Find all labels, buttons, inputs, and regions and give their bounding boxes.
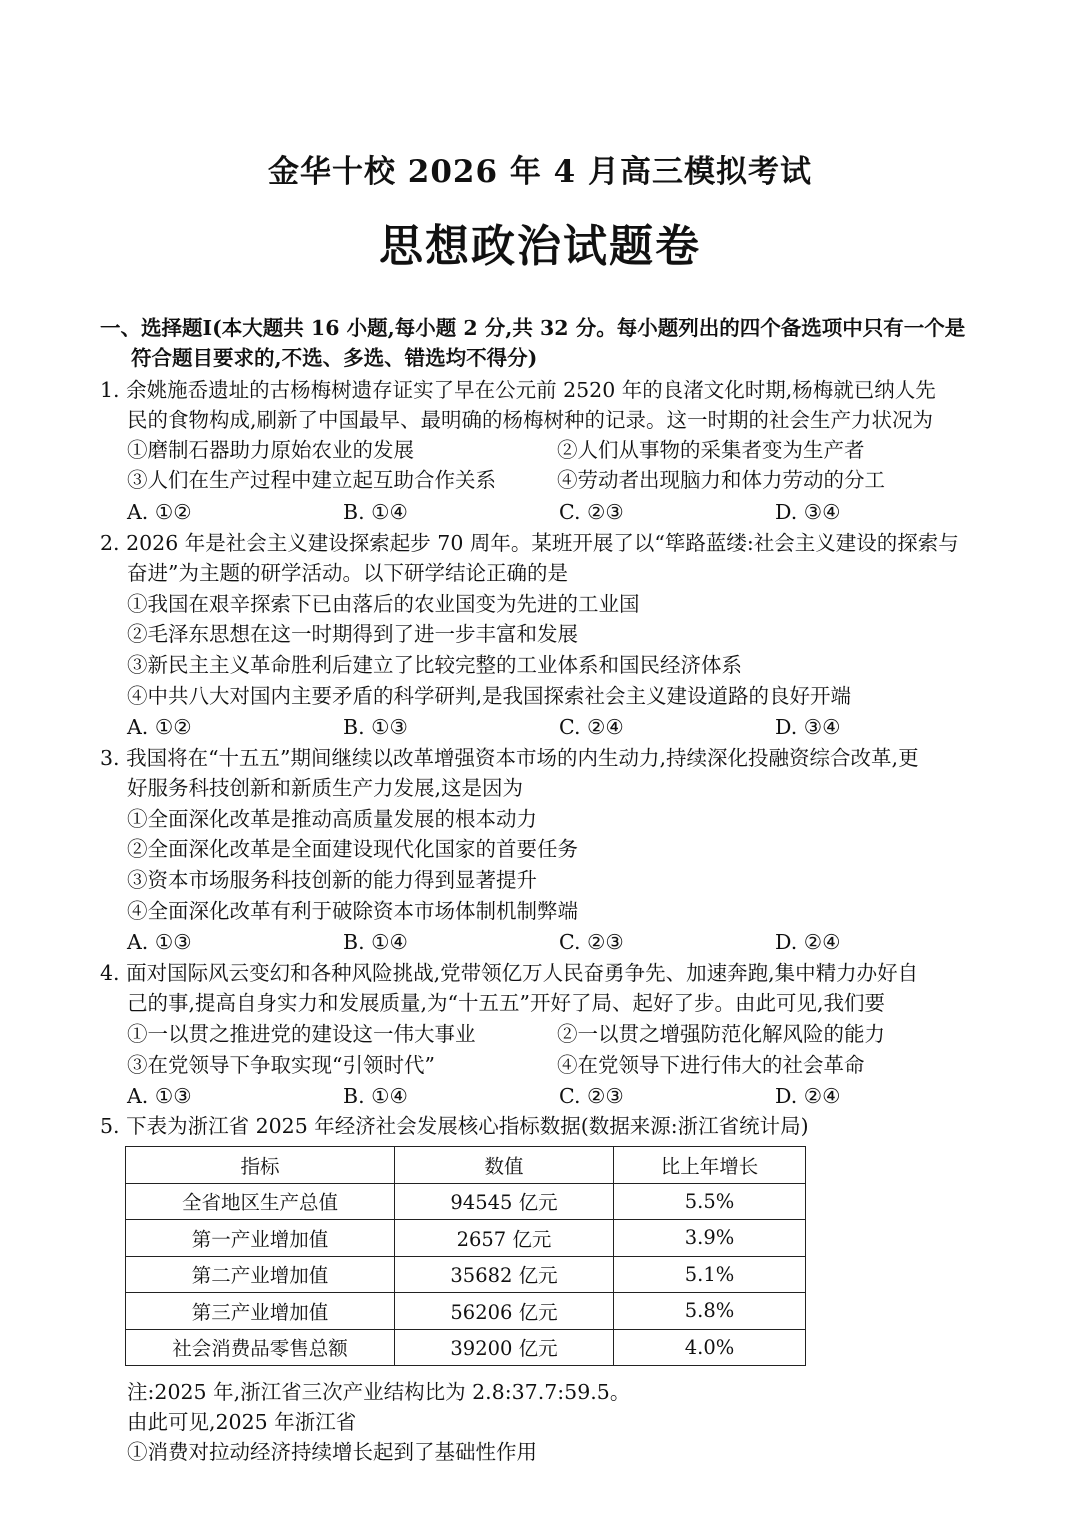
- q4-statement-4: ④在党领导下进行伟大的社会革命: [557, 1053, 865, 1077]
- q2-statement-4: ④中共八大对国内主要矛盾的科学研判,是我国探索社会主义建设道路的良好开端: [127, 684, 852, 708]
- q3-choice-c: C. ②③: [559, 930, 624, 954]
- table-row: [126, 1220, 806, 1257]
- q3-stem-line2: 好服务科技创新和新质生产力发展,这是因为: [127, 776, 524, 800]
- q4-statement-1: ①一以贯之推进党的建设这一伟大事业: [127, 1022, 476, 1046]
- q3-statement-2: ②全面深化改革是全面建设现代化国家的首要任务: [127, 837, 578, 861]
- table-cell: 3.9%: [614, 1220, 806, 1257]
- q2-choice-c: C. ②④: [559, 715, 624, 739]
- subject-title: 思想政治试题卷: [379, 221, 701, 272]
- q4-statement-2: ②一以贯之增强防范化解风险的能力: [557, 1022, 885, 1046]
- table-cell: 94545 亿元: [395, 1183, 614, 1220]
- q5-stem: 5. 下表为浙江省 2025 年经济社会发展核心指标数据(数据来源:浙江省统计局): [100, 1114, 809, 1138]
- table-header-cell: 比上年增长: [614, 1147, 806, 1184]
- q3-statement-3: ③资本市场服务科技创新的能力得到显著提升: [127, 868, 537, 892]
- q4-choice-a: A. ①③: [127, 1084, 192, 1108]
- table-cell: 第三产业增加值: [126, 1293, 395, 1330]
- q1-stem-line2: 民的食物构成,刷新了中国最早、最明确的杨梅树种的记录。这一时期的社会生产力状况为: [127, 408, 934, 432]
- q5-statement-1: ①消费对拉动经济持续增长起到了基础性作用: [127, 1440, 537, 1464]
- q4-choice-c: C. ②③: [559, 1084, 624, 1108]
- table-cell: 第二产业增加值: [126, 1256, 395, 1293]
- q4-choice-d: D. ②④: [775, 1084, 841, 1108]
- q3-choice-a: A. ①③: [127, 930, 192, 954]
- q2-stem-line1: 2. 2026 年是社会主义建设探索起步 70 周年。某班开展了以“筚路蓝缕:社会主义建设的探索与: [100, 531, 959, 555]
- q4-stem-line2: 己的事,提高自身实力和发展质量,为“十五五”开好了局、起好了步。由此可见,我们要: [127, 991, 886, 1015]
- table-cell: 5.5%: [614, 1183, 806, 1220]
- q5-note: 注:2025 年,浙江省三次产业结构比为 2.8:37.7:59.5。: [127, 1380, 631, 1404]
- q2-choice-d: D. ③④: [775, 715, 841, 739]
- q3-stem-line1: 3. 我国将在“十五五”期间继续以改革增强资本市场的内生动力,持续深化投融资综合改革,更: [100, 746, 919, 770]
- q2-choice-b: B. ①③: [343, 715, 408, 739]
- table-cell: 全省地区生产总值: [126, 1183, 395, 1220]
- section-heading-line1: 一、选择题Ⅰ(本大题共 16 小题,每小题 2 分,共 32 分。每小题列出的四个备选项中只有一个是: [100, 316, 966, 340]
- q3-choice-d: D. ②④: [775, 930, 841, 954]
- q4-stem-line1: 4. 面对国际风云变幻和各种风险挑战,党带领亿万人民奋勇争先、加速奔跑,集中精力办好自: [100, 961, 919, 985]
- q1-choice-d: D. ③④: [775, 500, 841, 524]
- table-cell: 35682 亿元: [395, 1256, 614, 1293]
- table-row: [126, 1183, 806, 1220]
- q3-choice-b: B. ①④: [343, 930, 408, 954]
- table-row: [126, 1256, 806, 1293]
- table-header-row: [126, 1147, 806, 1184]
- table-cell: 2657 亿元: [395, 1220, 614, 1257]
- table-cell: 39200 亿元: [395, 1329, 614, 1366]
- table-row: [126, 1329, 806, 1366]
- q1-statement-4: ④劳动者出现脑力和体力劳动的分工: [557, 468, 885, 492]
- q1-choice-c: C. ②③: [559, 500, 624, 524]
- q2-statement-1: ①我国在艰辛探索下已由落后的农业国变为先进的工业国: [127, 592, 640, 616]
- q2-statement-2: ②毛泽东思想在这一时期得到了进一步丰富和发展: [127, 622, 578, 646]
- q5-lead: 由此可见,2025 年浙江省: [127, 1410, 357, 1434]
- table-cell: 社会消费品零售总额: [126, 1329, 395, 1366]
- q4-choice-b: B. ①④: [343, 1084, 408, 1108]
- q2-choice-a: A. ①②: [127, 715, 192, 739]
- table-cell: 56206 亿元: [395, 1293, 614, 1330]
- table-cell: 4.0%: [614, 1329, 806, 1366]
- q1-choice-b: B. ①④: [343, 500, 408, 524]
- table-cell: 第一产业增加值: [126, 1220, 395, 1257]
- indicator-table: [125, 1146, 806, 1366]
- q1-stem-line1: 1. 余姚施岙遗址的古杨梅树遗存证实了早在公元前 2520 年的良渚文化时期,杨梅就已纳人先: [100, 378, 936, 402]
- table-cell: 5.1%: [614, 1256, 806, 1293]
- q2-stem-line2: 奋进”为主题的研学活动。以下研学结论正确的是: [127, 561, 568, 585]
- q1-choice-a: A. ①②: [127, 500, 192, 524]
- q3-statement-4: ④全面深化改革有利于破除资本市场体制机制弊端: [127, 899, 578, 923]
- q4-statement-3: ③在党领导下争取实现“引领时代”: [127, 1053, 435, 1077]
- table-header-cell: 数值: [395, 1147, 614, 1184]
- q1-statement-3: ③人们在生产过程中建立起互助合作关系: [127, 468, 496, 492]
- table-header-cell: 指标: [126, 1147, 395, 1184]
- table-cell: 5.8%: [614, 1293, 806, 1330]
- q1-statement-1: ①磨制石器助力原始农业的发展: [127, 438, 414, 462]
- q3-statement-1: ①全面深化改革是推动高质量发展的根本动力: [127, 807, 537, 831]
- table-row: [126, 1293, 806, 1330]
- q1-statement-2: ②人们从事物的采集者变为生产者: [557, 438, 865, 462]
- q2-statement-3: ③新民主主义革命胜利后建立了比较完整的工业体系和国民经济体系: [127, 653, 742, 677]
- exam-title: 金华十校 2026 年 4 月高三模拟考试: [267, 154, 813, 190]
- section-heading-line2: 符合题目要求的,不选、多选、错选均不得分): [131, 346, 538, 370]
